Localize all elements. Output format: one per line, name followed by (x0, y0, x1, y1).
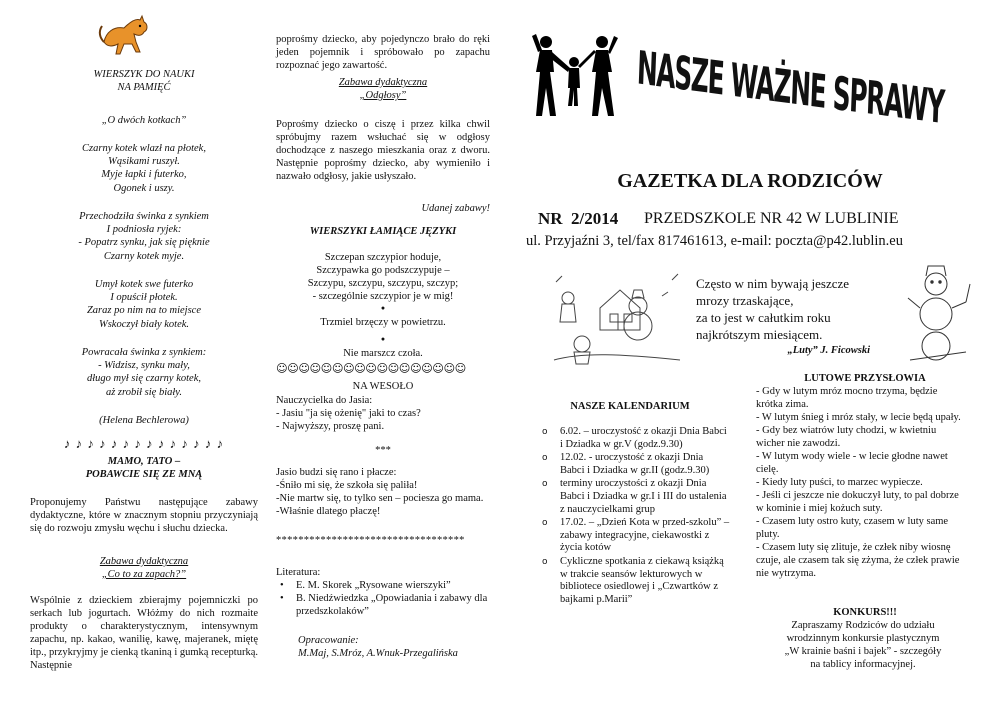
contest-line: Zapraszamy Rodziców do udziału (791, 620, 935, 631)
quote-line: za to jest w całutkim roku (696, 310, 831, 325)
bullet-divider: ● (380, 304, 386, 312)
proverb-item: - W lutym wody wiele - w lecie głodne nawet cielę. (756, 451, 948, 475)
stars-divider: *** (375, 445, 391, 456)
poem-heading-line1: WIERSZYK DO NAUKI (93, 69, 195, 80)
poem-line: - Widzisz, synku mały, (98, 360, 190, 372)
twisters-title: WIERSZYKI ŁAMIĄCE JĘZYKI (309, 226, 457, 237)
asterisk-divider: ********************************** (276, 535, 465, 546)
wish-text: Udanej zabawy! (421, 203, 490, 214)
quote-block (696, 275, 896, 343)
section-title-line2: POBAWCIE SIĘ ZE MNĄ (85, 469, 203, 480)
calendar-item: o Cykliczne spotkania z ciekawą książką w trakcie seansów lekturowych w bibliotece osiedlowej i „Czwartków z bajkami p.Marii” (530, 556, 730, 606)
joke-line: Nauczycielka do Jasia: (276, 395, 373, 406)
contest-text (756, 619, 970, 671)
poem-line: Zaraz po nim na to miejsce (86, 305, 202, 317)
poem-stanza-3 (30, 278, 258, 331)
calendar-item: o 6.02. – uroczystość z okazji Dnia Babci i Dziadka w gr.V (godz.9.30) (530, 426, 730, 451)
poem-line: Umył kotek swe futerko (94, 279, 194, 290)
proverb-item: - Gdy bez wiatrów luty chodzi, w kwietniu wicher nie zawodzi. (756, 425, 937, 449)
prepared-label: Opracowanie: (298, 635, 359, 646)
column-left (30, 0, 258, 702)
literature-item: • B. Niedźwiedzka „Opowiadania i zabawy dla przedszkolaków” (276, 592, 490, 618)
poem-line: Powracała świnka z synkiem: (81, 347, 207, 358)
poem-line: I opuścił płotek. (110, 292, 178, 304)
poem-line: Czarny kotek wlazł na płotek, (82, 143, 206, 154)
poem-line: długo mył się czarny kotek, (86, 373, 201, 385)
tongue-twister-2: Trzmiel brzęczy w powietrzu. (320, 317, 446, 328)
music-notes-divider: ♪ ♪ ♪ ♪ ♪ ♪ ♪ ♪ ♪ ♪ ♪ ♪ ♪ ♪ (63, 436, 225, 451)
quote-line: najkrótszym miesiącem. (696, 327, 823, 342)
proverb-item: - Kiedy luty puści, to marzec wypiecze. (756, 477, 923, 488)
game-title: „Co to za zapach?” (101, 569, 187, 580)
smiley-divider: ☺☺☺☺☺☺☺☺☺☺☺☺☺☺☺☺☺ (276, 362, 466, 375)
poem-line: Ogonek i uszy. (113, 182, 175, 194)
game-title: „Odgłosy” (359, 90, 407, 101)
joke-2 (276, 466, 490, 518)
joke-line: -Nie martw się, to tylko sen – pociesza go mama. (276, 493, 484, 504)
school-name: PRZEDSZKOLE NR 42 W LUBLINIE (644, 210, 899, 227)
joke-line: - Najwyższy, proszę pani. (276, 421, 385, 432)
quote-author: „Luty” J. Ficowski (787, 345, 870, 356)
game-paragraph: Wspólnie z dzieckiem zbierajmy pojemniczki po serkach lub jogurtach. Włóżmy do nich rozmaite produkty o charakterystycznym, intensywnym zapachu, np. kakao, wanilię, kawę, majeranek, miętę itp., przykryjmy je cienką tkaniną i gumką recepturką. Następnie (30, 595, 259, 671)
poem-line: aż zrobił się biały. (105, 386, 183, 398)
calendar-item: o 12.02. - uroczystość z okazji Dnia Babci i Dziadka w gr.II (godz.9.30) (530, 452, 730, 477)
twister-line: Szczypawka go podszczypuje – (316, 265, 450, 276)
section-title (30, 455, 258, 481)
poem-stanza-2 (30, 210, 258, 263)
calendar-item: o terminy uroczystości z okazji Dnia Babci i Dziadka w gr.I i III do ustalenia z nauczycielkami grup (530, 478, 730, 516)
poem-line: I podniosła ryjek: (106, 224, 182, 236)
proverb-item: - W lutym śnieg i mróz stały, w lecie będą upały. (756, 412, 961, 423)
tongue-twister-3: Nie marszcz czoła. (343, 348, 423, 359)
newsletter-title: NASZE WAŻNE SPRAWY (636, 42, 945, 135)
poem-stanza-1 (30, 142, 258, 195)
proverb-item: - Czasem luty się zlituje, że człek niby wiosnę czuje, ale czasem tak się zżyma, że człek prawie nie wytrzyma. (756, 542, 960, 579)
poem-line: - Popatrz synku, jak się pięknie (78, 237, 210, 249)
calendar-title: NASZE KALENDARIUM (570, 401, 690, 412)
poem-heading (30, 68, 258, 94)
poem-line: Wskoczył biały kotek. (98, 318, 190, 330)
proverbs-title: LUTOWE PRZYSŁOWIA (804, 373, 926, 384)
poem-line: Myje łapki i futerko, (101, 169, 187, 181)
tongue-twister-1 (276, 251, 490, 303)
poem-line: Wąsikami ruszył. (108, 156, 180, 168)
game-paragraph: Poprośmy dziecko o ciszę i przez kilka chwil spróbujmy razem wsłuchać się w odgłosy dochodzące z naszego mieszkania oraz z dworu. Następnie poprośmy dziecko, aby wymieniło i nazwało odgłosy, jakie usłyszało. (276, 119, 490, 182)
poem-line: Czarny kotek myje. (103, 250, 185, 262)
quote-line: mrozy trzaskające, (696, 293, 794, 308)
cat-illustration (96, 12, 152, 60)
poem-title: „O dwóch kotkach” (101, 115, 187, 126)
proverb-item: - Jeśli ci jeszcze nie dokuczył luty, to pal dobrze w kominie i miej kożuch suty. (756, 490, 959, 514)
prepared-by: M.Maj, S.Mróz, A.Wnuk-Przegalińska (298, 648, 458, 659)
contest-line: wrodzinnym konkursie plastycznym (786, 633, 940, 644)
contest-line: na tablicy informacyjnej. (810, 659, 916, 670)
column-right (520, 0, 980, 702)
proverb-item: - Gdy w lutym mróz mocno trzyma, będzie krótka zima. (756, 386, 938, 410)
joke-line: -Śniło mi się, że szkoła się paliła! (276, 480, 418, 491)
joke-line: -Właśnie dlatego płaczę! (276, 506, 381, 517)
continued-paragraph: poprośmy dziecko, aby pojedynczo brało do ręki jeden pojemnik i spróbowało po zapachu rozpoznać jego zawartość. (276, 34, 490, 71)
intro-paragraph: Proponujemy Państwu następujące zabawy dydaktyczne, które w znacznym stopniu przyczyniają się do rozwoju zmysłu węchu i słuchu dziecka. (30, 497, 258, 534)
winter-scene-illustration (552, 268, 682, 366)
joke-line: - Jasiu "ja się ożenię" jaki to czas? (276, 408, 421, 419)
calendar-item: o 17.02. – „Dzień Kota w przed-szkolu” – zabawy integracyjne, ciekawostki z życia kotów (530, 517, 730, 555)
joke-line: Jasio budzi się rano i płacze: (276, 467, 397, 478)
fun-title: NA WESOŁO (352, 381, 414, 392)
game-label: Zabawa dydaktyczna (99, 556, 189, 567)
twister-line: Szczepan szczypior hoduje, (324, 252, 442, 263)
proverb-item: - Czasem luty ostro kuty, czasem w luty same pluty. (756, 516, 949, 540)
snowman-illustration (904, 262, 972, 366)
game-label: Zabawa dydaktyczna (338, 77, 428, 88)
literature-label: Literatura: (276, 567, 321, 578)
contest-line: „W krainie baśni i bajek” - szczegóły (784, 646, 942, 657)
issue-number: NR 2/2014 (538, 209, 619, 228)
twister-line: - szczególnie szczypior je w mig! (312, 291, 454, 302)
quote-line: Często w nim bywają jeszcze (696, 276, 850, 291)
bullet-divider: ● (380, 335, 386, 343)
literature-item: • E. M. Skorek „Rysowane wierszyki” (276, 579, 490, 592)
contest-title: KONKURS!!! (833, 607, 897, 618)
twister-line: Szczypu, szczypu, szczypu, szczyp; (307, 278, 459, 289)
family-silhouette-illustration (530, 32, 618, 118)
poem-heading-line2: NA PAMIĘĆ (117, 82, 171, 93)
newsletter-subtitle: GAZETKA DLA RODZICÓW (617, 170, 883, 192)
poem-line: Przechodziła świnka z synkiem (79, 211, 209, 222)
poem-author: (Helena Bechlerowa) (99, 415, 189, 426)
column-middle (276, 0, 490, 702)
proverbs-list (756, 385, 966, 580)
joke-1 (276, 394, 490, 433)
school-address: ul. Przyjaźni 3, tel/fax 817461613, e-mail: poczta@p42.lublin.eu (526, 233, 903, 249)
section-title-line1: MAMO, TATO – (107, 456, 181, 467)
literature-list (276, 579, 490, 618)
calendar-list (530, 426, 730, 607)
poem-stanza-4 (30, 346, 258, 399)
